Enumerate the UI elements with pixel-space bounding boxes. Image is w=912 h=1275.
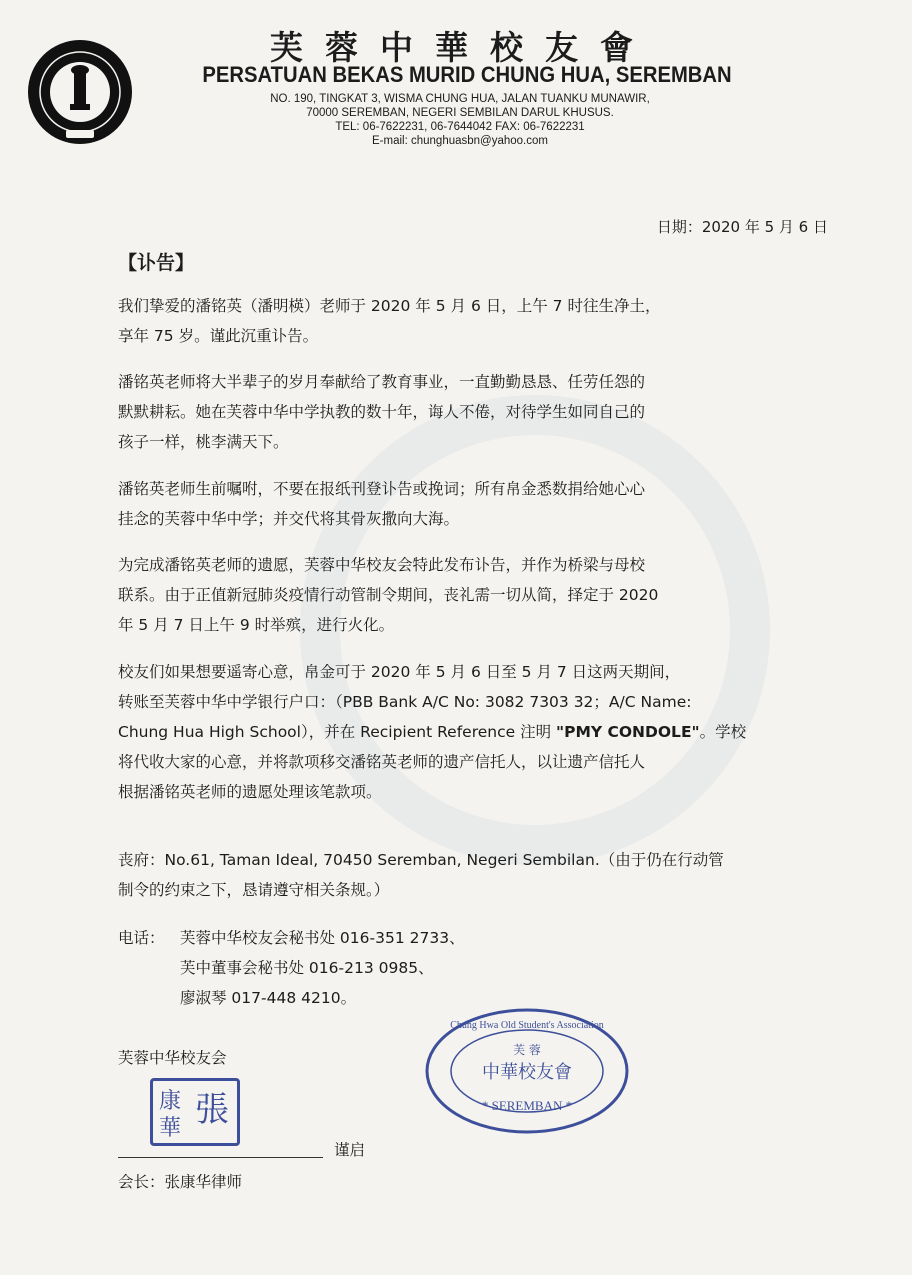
contact-line: 芙蓉中华校友会秘书处 016-351 2733、 — [180, 929, 465, 947]
donation-text-cont: 。学校 将代收大家的心意，并将款项移交潘铭英老师的遗产信托人，以让遗产信托人 根据潘铭英老师的遗愿处理该笔款项。 — [118, 723, 747, 801]
donation-text: 校友们如果想要遥寄心意，帛金可于 2020 年 5 月 6 日至 5 月 7 日这两天期间， 转账至芙蓉中华中学银行户口：（PBB Bank A/C No: 3082 7303 32；A/C Name: Chung Hua High School），并在 Recipient Reference 注明 — [118, 663, 692, 741]
svg-text:康: 康 — [159, 1089, 182, 1114]
svg-text:中華校友會: 中華校友會 — [482, 1062, 572, 1083]
payment-reference: "PMY CONDOLE" — [556, 723, 700, 741]
letter-title: 【讣告】 — [118, 252, 195, 274]
paragraph-tribute: 潘铭英老师将大半辈子的岁月奉献给了教育事业，一直勤勤恳恳、任劳任怨的 默默耕耘。她在芙蓉中华中学执教的数十年，诲人不倦，对待学生如同自己的 孩子一样，桃李满天下。 — [118, 373, 646, 451]
svg-text:芙 蓉: 芙 蓉 — [513, 1043, 541, 1057]
personal-seal-icon — [150, 1078, 240, 1146]
paragraph-announcement: 我们挚爱的潘铭英（潘明楧）老师于 2020 年 5 月 6 日，上午 7 时往生净土， 享年 75 岁。谨此沉重讣告。 — [118, 297, 661, 345]
signature-line — [118, 1157, 323, 1158]
association-stamp-icon — [424, 1006, 630, 1136]
letter-date: 日期：2020 年 5 月 6 日 — [656, 218, 828, 236]
contacts-label: 电话： — [118, 929, 165, 947]
president-name: 会长：张康华律师 — [118, 1173, 243, 1191]
letterhead-contact-block — [180, 92, 740, 148]
svg-text:華: 華 — [159, 1116, 182, 1141]
svg-text:Chung Hwa Old Student's Associ: Chung Hwa Old Student's Association — [450, 1020, 604, 1031]
letterhead-chinese-name: 芙蓉中華校友會 — [270, 28, 655, 67]
paragraph-funeral-arrangements: 为完成潘铭英老师的遗愿，芙蓉中华校友会特此发布讣告，并作为桥梁与母校 联系。由于正值新冠肺炎疫情行动管制令期间，丧礼需一切从简，择定于 2020 年 5 月 7 日上午 9 时举殡，进行火化。 — [118, 556, 659, 634]
address-line: 70000 SEREMBAN, NEGERI SEMBILAN DARUL KHUSUS. — [306, 107, 614, 119]
signing-organization: 芙蓉中华校友会 — [118, 1049, 227, 1067]
contact-line: 芙中董事会秘书处 016-213 0985、 — [180, 959, 434, 977]
address-line: NO. 190, TINGKAT 3, WISMA CHUNG HUA, JALAN TUANKU MUNAWIR, — [270, 93, 650, 105]
email-line: E-mail: chunghuasbn@yahoo.com — [372, 135, 548, 147]
phone-fax-line: TEL: 06-7622231, 06-7644042 FAX: 06-7622231 — [335, 121, 585, 133]
svg-text:* SEREMBAN *: * SEREMBAN * — [481, 1098, 573, 1113]
paragraph-donation — [118, 657, 834, 807]
paragraph-residence: 丧府：No.61, Taman Ideal, 70450 Seremban, Negeri Sembilan.（由于仍在行动管 制令的约束之下，恳请遵守相关条规。） — [118, 851, 724, 899]
svg-text:張: 張 — [195, 1090, 229, 1130]
closing-phrase: 谨启 — [334, 1141, 366, 1159]
contact-line: 廖淑琴 017-448 4210。 — [180, 989, 357, 1007]
letterhead-english-name: PERSATUAN BEKAS MURID CHUNG HUA, SEREMBAN — [202, 62, 732, 87]
paragraph-wishes: 潘铭英老师生前嘱咐，不要在报纸刊登讣告或挽词；所有帛金悉数捐给她心心 挂念的芙蓉中华中学；并交代将其骨灰撒向大海。 — [118, 480, 646, 528]
association-logo-icon — [26, 38, 134, 146]
